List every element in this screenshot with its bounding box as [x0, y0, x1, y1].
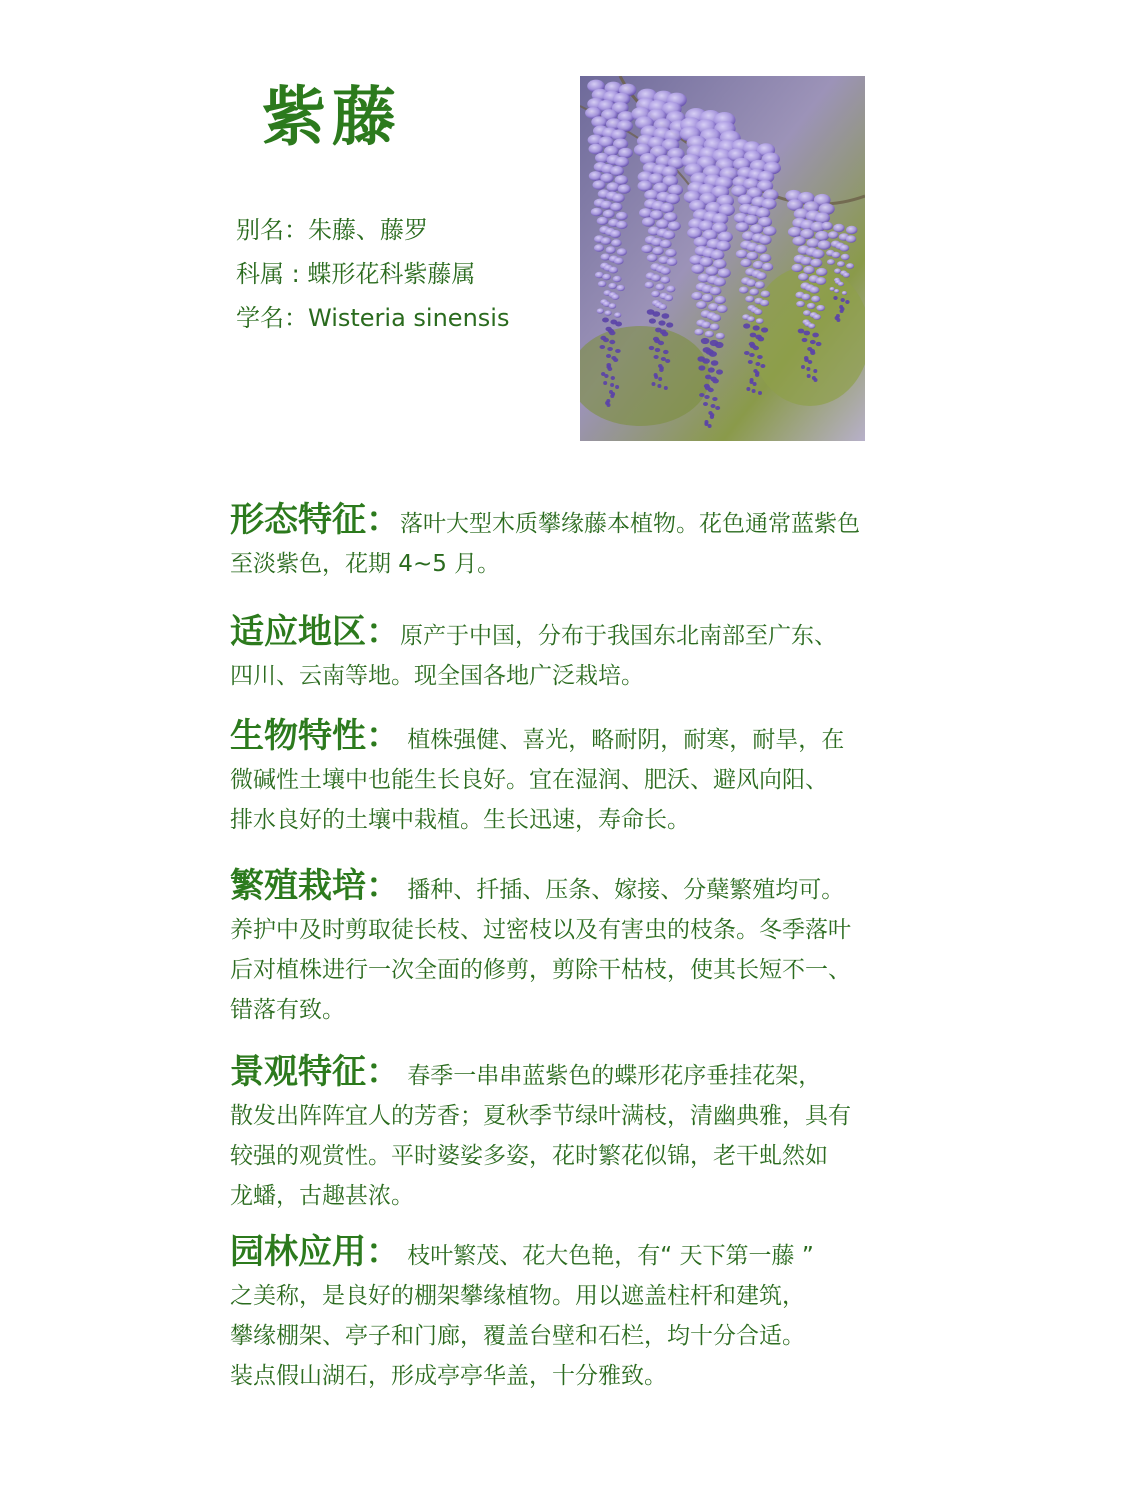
section-text: 龙蟠，古趣甚浓。 [230, 1183, 414, 1209]
family-text: 科属 : 蝶形花科紫藤属 [236, 260, 476, 288]
scientific-name-text: 学名：Wisteria sinensis [236, 304, 510, 332]
section-line [230, 656, 920, 696]
section-text: 错落有致。 [230, 997, 345, 1023]
section-text: 攀缘棚架、亭子和门廊，覆盖台壁和石栏，均十分合适。 [230, 1323, 805, 1349]
wisteria-photo-illustration [580, 76, 865, 441]
wisteria-photo [580, 76, 865, 441]
alias-text: 别名：朱藤、藤罗 [236, 216, 428, 244]
section-landscape [230, 1052, 920, 1216]
section-heading: 适应地区： [230, 612, 400, 652]
section-line [230, 800, 920, 840]
section-text: 春季一串串蓝紫色的蝶形花序垂挂花架， [400, 1063, 822, 1089]
section-text: 装点假山湖石，形成亭亭华盖，十分雅致。 [230, 1363, 667, 1389]
section-line [230, 500, 920, 544]
section-line [230, 612, 920, 656]
section-text: 之美称，是良好的棚架攀缘植物。用以遮盖柱杆和建筑， [230, 1283, 805, 1309]
section-line [230, 1052, 920, 1096]
section-text: 后对植株进行一次全面的修剪，剪除干枯枝，使其长短不一、 [230, 957, 851, 983]
section-text: 较强的观赏性。平时婆娑多姿，花时繁花似锦，老干虬然如 [230, 1143, 828, 1169]
section-heading: 形态特征： [230, 500, 400, 540]
section-line [230, 1096, 920, 1136]
section-text: 四川、云南等地。现全国各地广泛栽培。 [230, 663, 644, 689]
section-line [230, 1136, 920, 1176]
section-text: 枝叶繁茂、花大色艳，有“ 天下第一藤 ” [400, 1243, 814, 1269]
section-line [230, 1356, 920, 1396]
section-line [230, 1232, 920, 1276]
section-text: 至淡紫色，花期 4~5 月。 [230, 551, 501, 577]
section-line [230, 1316, 920, 1356]
section-text: 播种、扦插、压条、嫁接、分蘖繁殖均可。 [400, 877, 845, 903]
section-garden-use [230, 1232, 920, 1396]
section-text: 养护中及时剪取徒长枝、过密枝以及有害虫的枝条。冬季落叶 [230, 917, 851, 943]
section-region [230, 612, 920, 696]
section-line [230, 910, 920, 950]
section-text: 原产于中国，分布于我国东北南部至广东、 [400, 623, 837, 649]
section-line [230, 716, 920, 760]
section-heading: 繁殖栽培： [230, 866, 400, 906]
section-line [230, 760, 920, 800]
section-line [230, 1276, 920, 1316]
section-line [230, 866, 920, 910]
section-line [230, 950, 920, 990]
section-propagation [230, 866, 920, 1030]
section-heading: 景观特征： [230, 1052, 400, 1092]
section-text: 落叶大型木质攀缘藤本植物。花色通常蓝紫色 [400, 511, 860, 537]
page-title: 紫藤 [262, 81, 402, 155]
section-text: 排水良好的土壤中栽植。生长迅速，寿命长。 [230, 807, 690, 833]
section-line [230, 990, 920, 1030]
section-heading: 园林应用： [230, 1232, 400, 1272]
section-text: 微碱性土壤中也能生长良好。宜在湿润、肥沃、避风向阳、 [230, 767, 828, 793]
plant-meta [236, 208, 509, 340]
section-morphology [230, 500, 920, 584]
section-heading: 生物特性： [230, 716, 400, 756]
section-biology [230, 716, 920, 840]
section-line [230, 544, 920, 584]
section-text: 植株强健、喜光，略耐阴，耐寒，耐旱，在 [400, 727, 845, 753]
section-line [230, 1176, 920, 1216]
section-text: 散发出阵阵宜人的芳香；夏秋季节绿叶满枝，清幽典雅，具有 [230, 1103, 851, 1129]
